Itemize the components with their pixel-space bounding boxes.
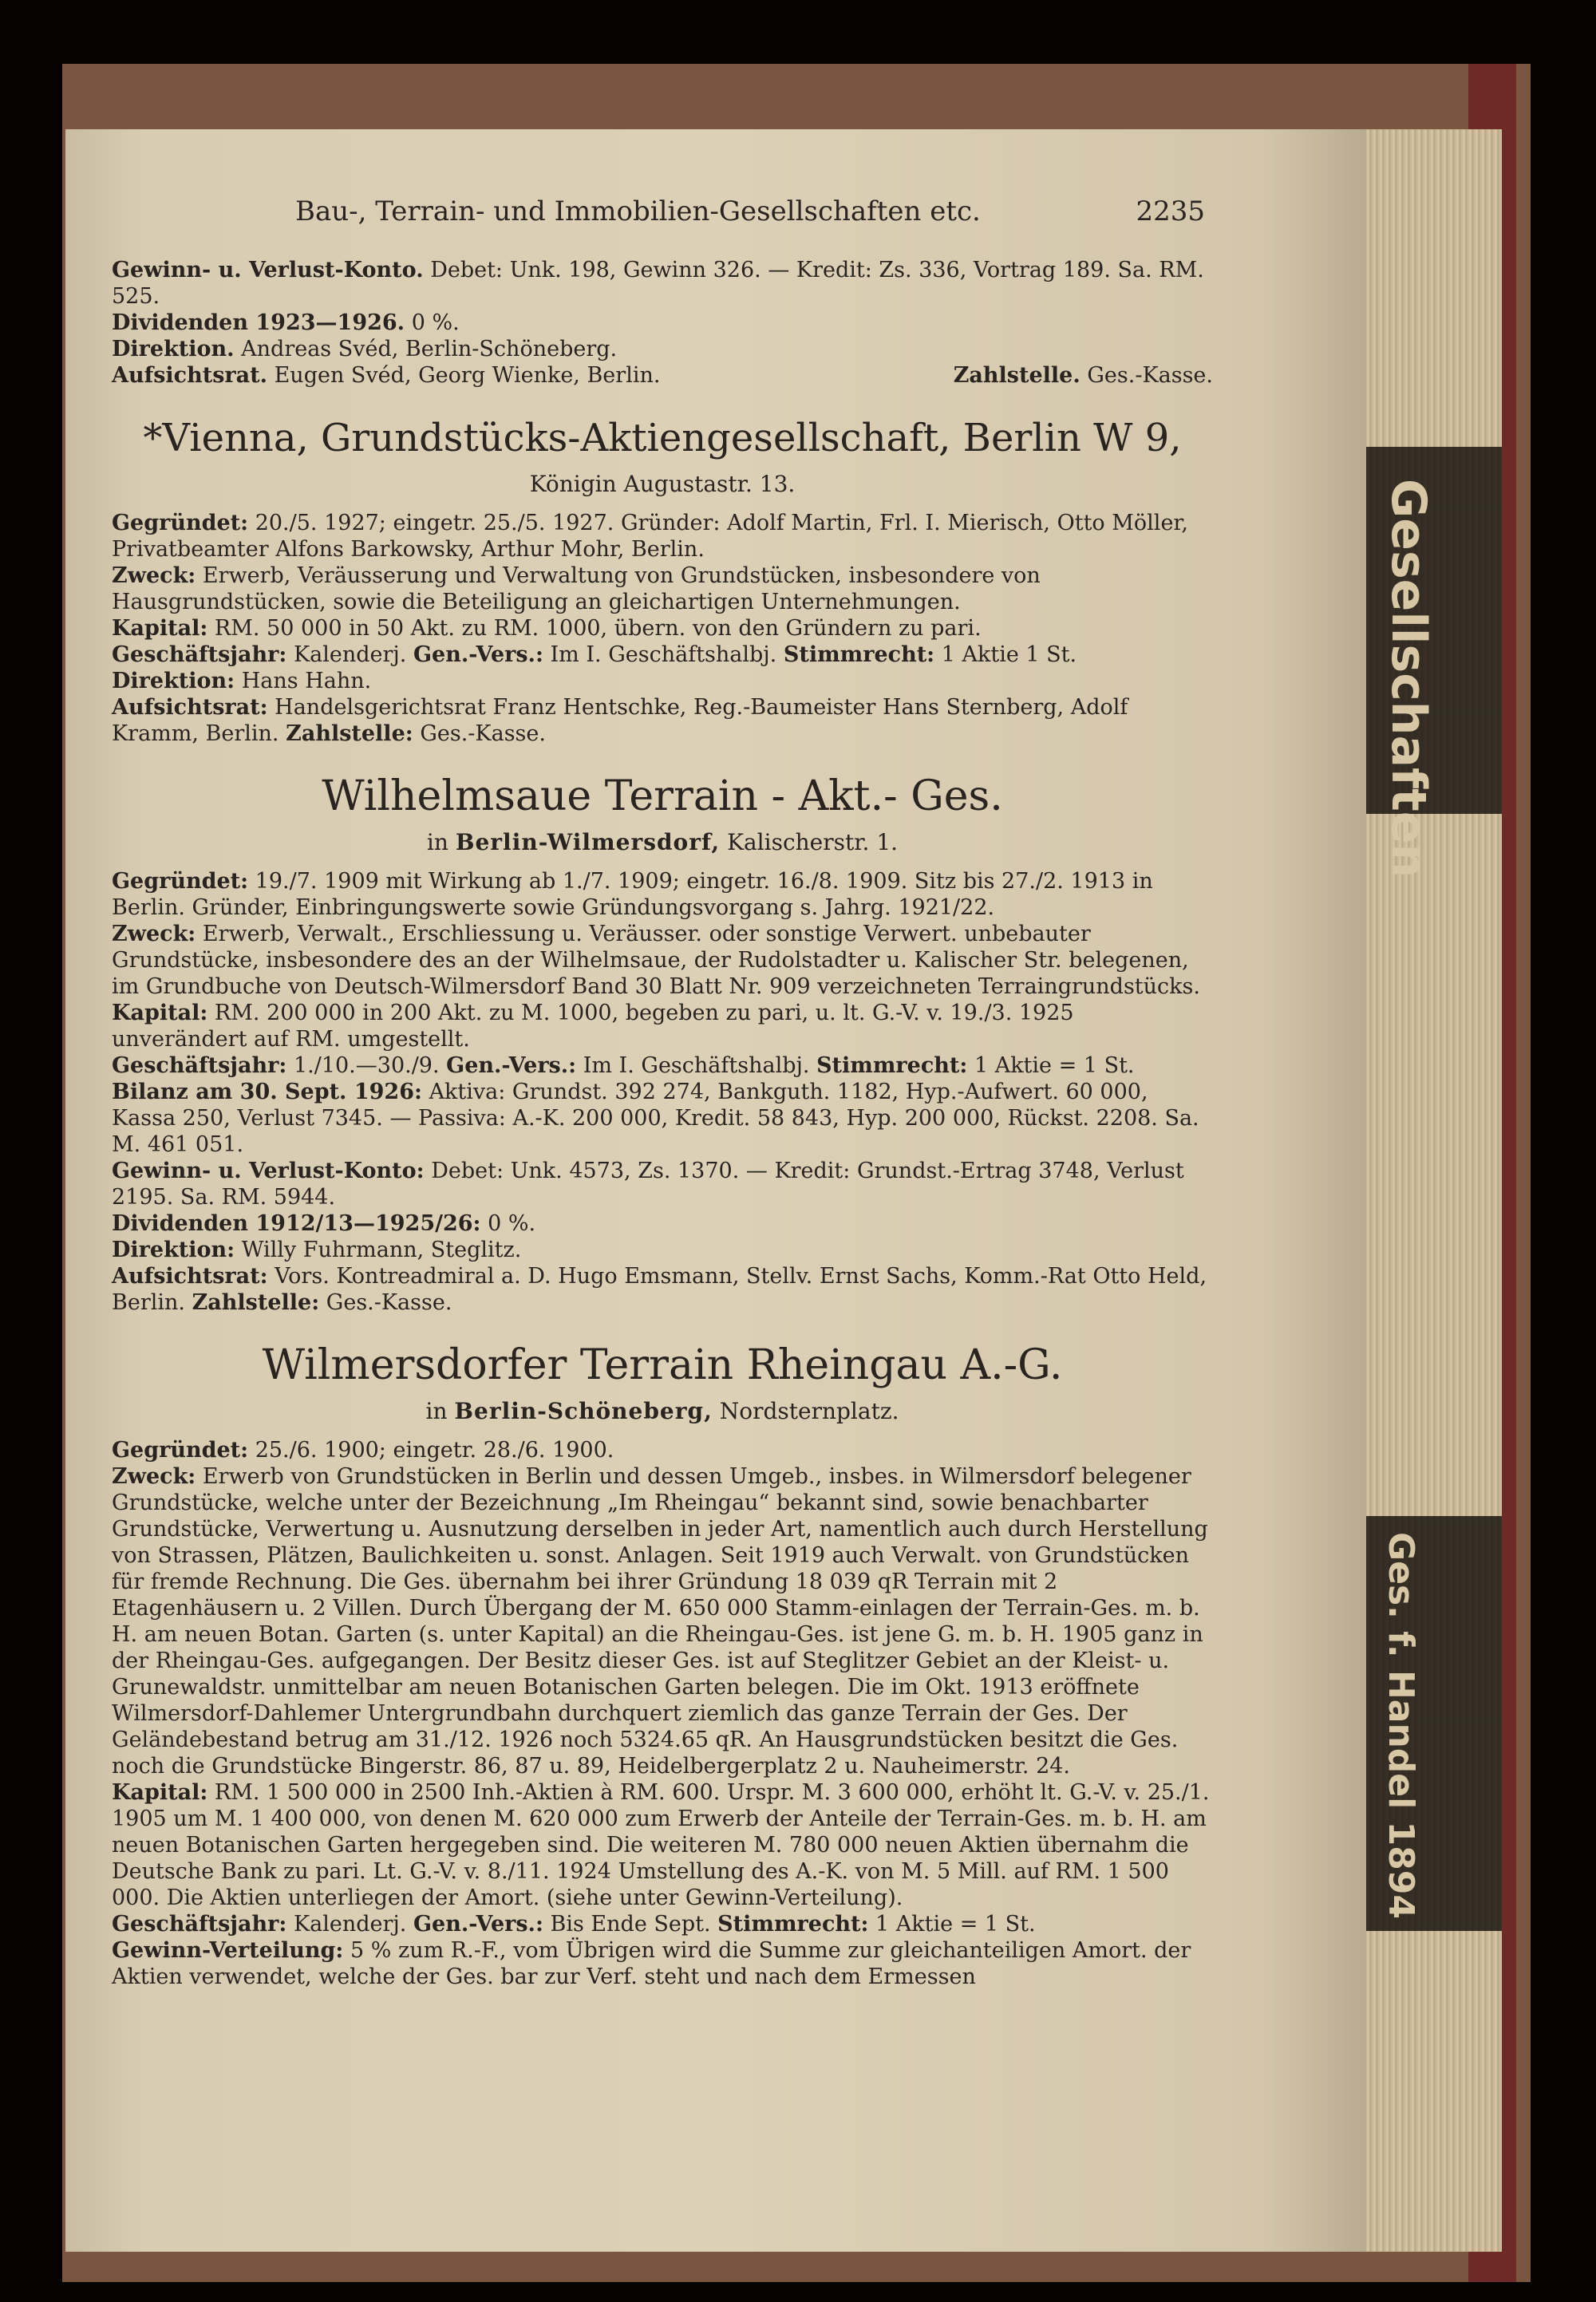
rheingau-gegruendet: Gegründet: 25./6. 1900; eingetr. 28./6. 1900.	[112, 1438, 614, 1463]
rheingau-location: in Berlin-Schöneberg, Nordsternplatz.	[425, 1398, 899, 1424]
page-edge-text-top: Gesellschaften	[1381, 479, 1436, 879]
prev-direktion: Direktion. Andreas Svéd, Berlin-Schöneberg.	[112, 337, 618, 361]
prev-gewinn: Gewinn- u. Verlust-Konto. Debet: Unk. 198, Gewinn 326. — Kredit: Zs. 336, Vortrag 189. Sa. RM. 525.	[112, 258, 1204, 309]
entry-vienna	[112, 413, 1213, 747]
vienna-gegruendet: Gegründet: 20./5. 1927; eingetr. 25./5. 1927. Gründer: Adolf Martin, Frl. I. Mierisch, Otto Möller, Privatbeamter Alfons Barkowsky, Arthur Mohr, Berlin.	[112, 511, 1188, 562]
vienna-title: *Vienna, Grundstücks-Aktiengesellschaft, Berlin W 9,	[143, 416, 1182, 460]
prev-dividenden: Dividenden 1923—1926. 0 %.	[112, 310, 460, 335]
wilhelmsaue-gegruendet: Gegründet: 19./7. 1909 mit Wirkung ab 1./7. 1909; eingetr. 16./8. 1909. Sitz bis 27./2. 1913 in Berlin. Gründer, Einbringungswerte sowie Gründungsvorgang s. Jahrg. 1921/22.	[112, 869, 1153, 920]
vienna-kapital: Kapital: RM. 50 000 in 50 Akt. zu RM. 1000, übern. von den Gründern zu pari.	[112, 616, 982, 641]
wilhelmsaue-location: in Berlin-Wilmersdorf, Kalischerstr. 1.	[426, 829, 899, 855]
rheingau-title: Wilmersdorfer Terrain Rheingau A.-G.	[262, 1341, 1063, 1389]
page-edge-text-bottom: Ges. f. Handel 1894	[1381, 1532, 1421, 1919]
wilhelmsaue-direktion: Direktion: Willy Fuhrmann, Steglitz.	[112, 1238, 522, 1262]
rheingau-gewinn-verteilung: Gewinn-Verteilung: 5 % zum R.-F., vom Übrigen wird die Summe zur gleichanteiligen Amort. der Aktien verwendet, welche der Ges. bar zur Verf. steht und nach dem Ermessen	[112, 1938, 1191, 1989]
wilhelmsaue-bilanz: Bilanz am 30. Sept. 1926: Aktiva: Grundst. 392 274, Bankguth. 1182, Hyp.-Aufwert. 60 000, Kassa 250, Verlust 7345. — Passiva: A.-K. 200 000, Kredit. 58 843, Hyp. 200 000, Rückst. 2208. Sa. M. 461 051.	[112, 1080, 1199, 1157]
page-number: 2235	[1136, 195, 1205, 227]
wilhelmsaue-title: Wilhelmsaue Terrain - Akt.- Ges.	[322, 772, 1003, 820]
wilhelmsaue-kapital: Kapital: RM. 200 000 in 200 Akt. zu M. 1000, begeben zu pari, u. lt. G.-V. v. 19./3. 1925 unverändert auf RM. umgestellt.	[112, 1001, 1074, 1052]
wilhelmsaue-gewinn: Gewinn- u. Verlust-Konto: Debet: Unk. 4573, Zs. 1370. — Kredit: Grundst.-Ertrag 3748, Verlust 2195. Sa. RM. 5944.	[112, 1159, 1184, 1210]
wilhelmsaue-aufsichtsrat: Aufsichtsrat: Vors. Kontreadmiral a. D. Hugo Emsmann, Stellv. Ernst Sachs, Komm.-Rat Otto Held, Berlin. Zahlstelle: Ges.-Kasse.	[112, 1264, 1207, 1315]
prev-aufsichtsrat-row: Aufsichtsrat. Eugen Svéd, Georg Wienke, Berlin. Zahlstelle. Ges.-Kasse.	[112, 363, 1213, 388]
vienna-geschaeftsjahr: Geschäftsjahr: Kalenderj. Gen.-Vers.: Im I. Geschäftshalbj. Stimmrecht: 1 Aktie 1 St.	[112, 642, 1077, 667]
rheingau-zweck: Zweck: Erwerb von Grundstücken in Berlin und dessen Umgeb., insbes. in Wilmersdorf belegener Grundstücke, welche unter der Bezeichnung „Im Rheingau“ bekannt sind, sowie benachbarter Grundstücke, Verwertung u. Ausnutzung derselben in jeder Art, namentlich auch durch Herstellung von Strassen, Plätzen, Baulichkeiten u. sonst. Anlagen. Seit 1919 auch Verwalt. von Grundstücken für fremde Rechnung. Die Ges. übernahm bei ihrer Gründung 18 039 qR Terrain mit 2 Etagenhäusern u. 2 Villen. Durch Übergang der M. 650 000 Stamm-einlagen der Terrain-Ges. m. b. H. am neuen Botan. Garten (s. unter Kapital) an die Rheingau-Ges. ist jene G. m. b. H. 1905 ganz in der Rheingau-Ges. aufgegangen. Der Besitz dieser Ges. ist auf Steglitzer Gebiet an der Kleist- u. Grunewaldstr. unmittelbar am neuen Botanischen Garten belegen. Die im Okt. 1913 eröffnete Wilmersdorf-Dahlemer Untergrundbahn durchquert ziemlich das ganze Terrain der Ges. Der Geländebestand betrug am 31./12. 1926 noch 5324.65 qR. An Hausgrundstücken besitzt die Ges. noch die Grundstücke Bingerstr. 86, 87 u. 89, Heidelbergerplatz 2 u. Nauheimerstr. 24.	[112, 1464, 1208, 1779]
vienna-zweck: Zweck: Erwerb, Veräusserung und Verwaltung von Grundstücken, insbesondere von Hausgrundstücken, sowie die Beteiligung an gleichartigen Unternehmungen.	[112, 563, 1041, 614]
running-header	[295, 195, 1205, 227]
entry-rheingau	[112, 1340, 1213, 1990]
prev-entry	[112, 257, 1213, 389]
running-header-title: Bau-, Terrain- und Immobilien-Gesellschaften etc.	[295, 195, 981, 227]
vienna-aufsichtsrat: Aufsichtsrat: Handelsgerichtsrat Franz Hentschke, Reg.-Baumeister Hans Sternberg, Adolf Kramm, Berlin. Zahlstelle: Ges.-Kasse.	[112, 695, 1128, 746]
vienna-address: Königin Augustastr. 13.	[529, 471, 796, 497]
vienna-direktion: Direktion: Hans Hahn.	[112, 669, 372, 693]
entry-wilhelmsaue	[112, 771, 1213, 1316]
rheingau-kapital: Kapital: RM. 1 500 000 in 2500 Inh.-Aktien à RM. 600. Urspr. M. 3 600 000, erhöht lt. G.-V. v. 25./1. 1905 um M. 1 400 000, von denen M. 620 000 zum Erwerb der Anteile der Terrain-Ges. m. b. H. am neuen Botanischen Garten hergegeben sind. Die weiteren M. 780 000 neuen Aktien übernahm die Deutsche Bank zu pari. Lt. G.-V. v. 8./11. 1924 Umstellung des A.-K. von M. 5 Mill. auf RM. 1 500 000. Die Aktien unterliegen der Amort. (siehe unter Gewinn-Verteilung).	[112, 1780, 1210, 1910]
rheingau-geschaeftsjahr: Geschäftsjahr: Kalenderj. Gen.-Vers.: Bis Ende Sept. Stimmrecht: 1 Aktie = 1 St.	[112, 1912, 1036, 1937]
wilhelmsaue-dividenden: Dividenden 1912/13—1925/26: 0 %.	[112, 1211, 536, 1236]
wilhelmsaue-zweck: Zweck: Erwerb, Verwalt., Erschliessung u. Veräusser. oder sonstige Verwert. unbebauter Grundstücke, insbesondere des an der Wilhelmsaue, der Rudolstadter u. Kalischer Str. belegenen, im Grundbuche von Deutsch-Wilmersdorf Band 30 Blatt Nr. 909 verzeichneten Terraingrundstücks.	[112, 922, 1200, 999]
wilhelmsaue-geschaeftsjahr: Geschäftsjahr: 1./10.—30./9. Gen.-Vers.: Im I. Geschäftshalbj. Stimmrecht: 1 Aktie = 1 St.	[112, 1053, 1135, 1078]
page-content	[112, 257, 1213, 1990]
